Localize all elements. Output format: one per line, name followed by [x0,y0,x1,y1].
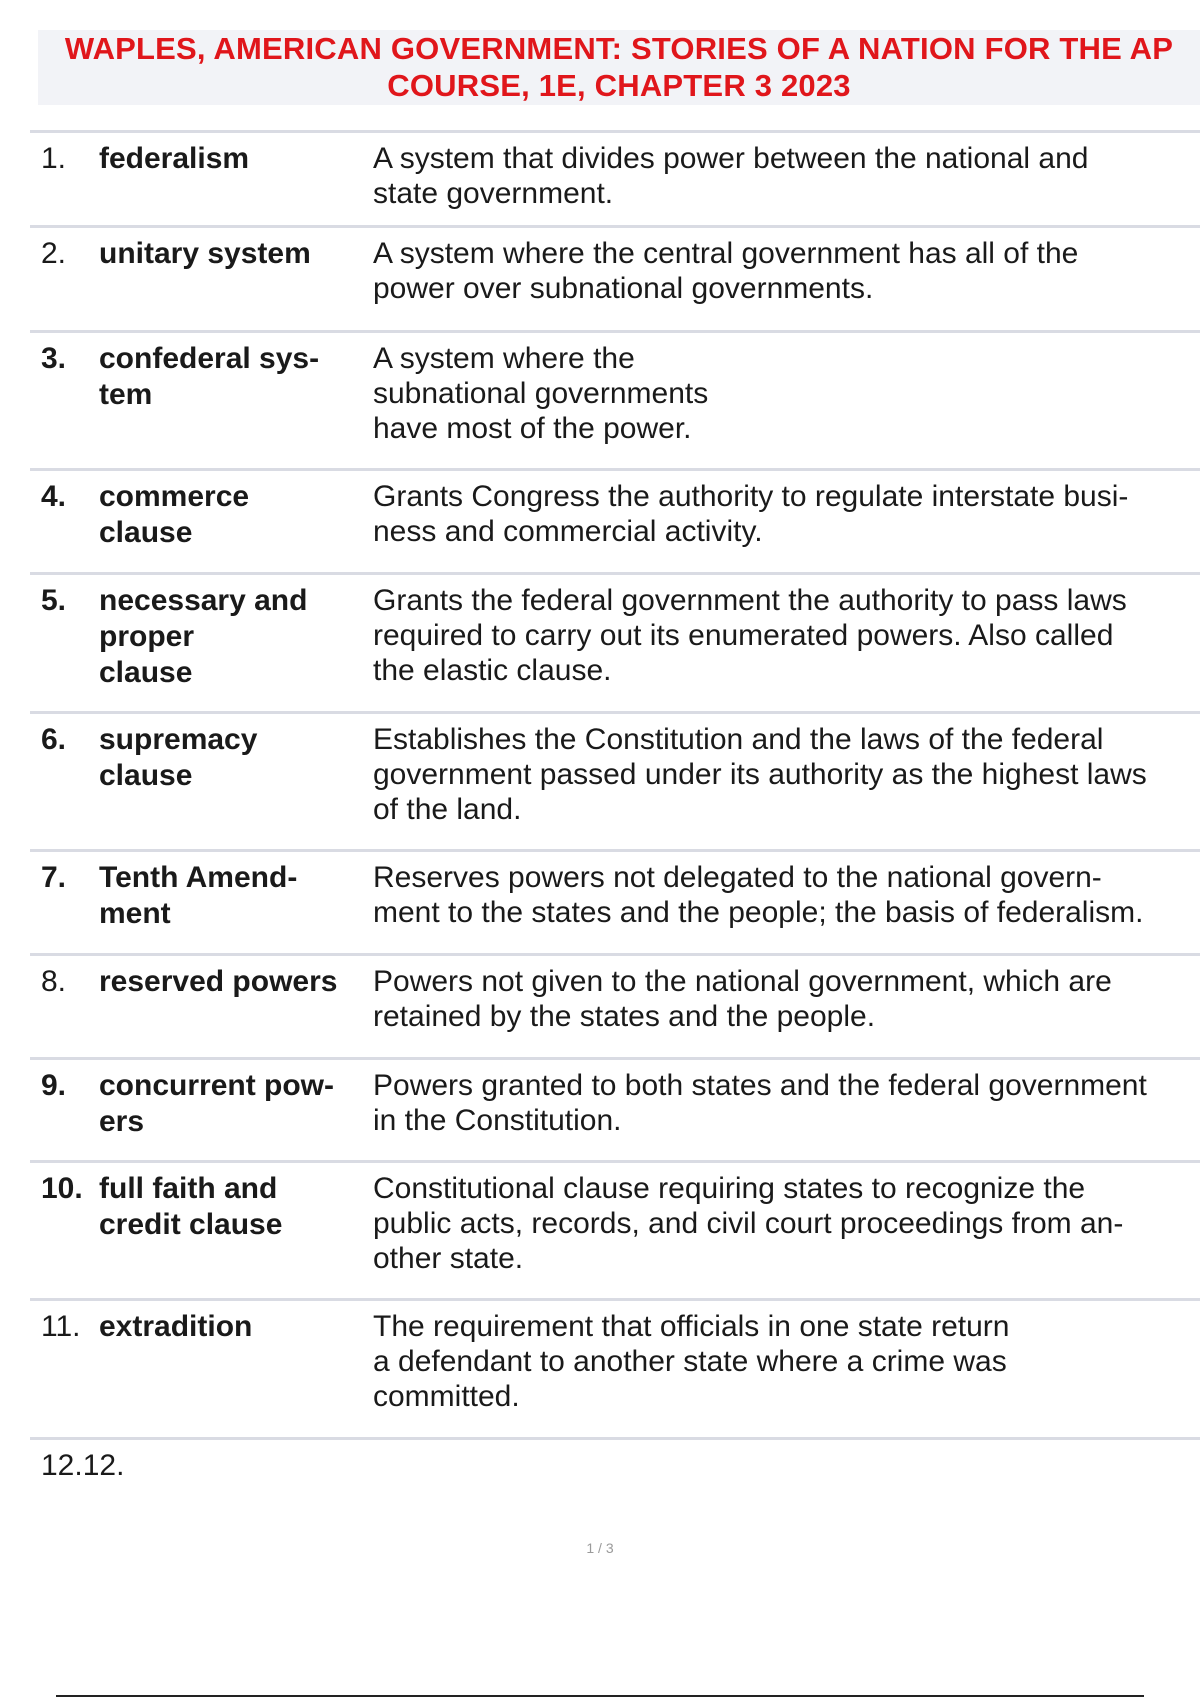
term-name: extradition [99,1310,253,1343]
term-name: full faith and credit clause [99,1172,283,1241]
term-definition: Grants Congress the authority to regulate interstate busi- ness and commercial activity. [373,480,1129,548]
term-number: 1. [41,142,67,175]
term-row [30,330,1200,468]
term-definition: A system that divides power between the national and state government. [373,142,1089,210]
title-line-1: WAPLES, AMERICAN GOVERNMENT: STORIES OF A NATION FOR THE AP [64,31,1174,66]
term-number: 12.12. [41,1449,125,1482]
term-number: 2. [41,237,67,270]
term-definition: A system where the central government has all of the power over subnational governments. [373,237,1079,305]
term-row [30,1160,1200,1298]
term-name: unitary system [99,237,311,270]
term-row [30,1057,1200,1160]
term-definition: Reserves powers not delegated to the national govern- ment to the states and the people; the basis of federalism. [373,861,1144,929]
term-number: 5. [41,584,67,617]
term-name: confederal sys- tem [99,342,320,411]
title-line-2: COURSE, 1E, CHAPTER 3 2023 [387,68,851,103]
term-name: commerce clause [99,480,250,549]
term-name: Tenth Amend- ment [99,861,298,930]
term-name: concurrent pow- ers [99,1069,335,1138]
term-number: 4. [41,480,67,513]
term-definition: Establishes the Constitution and the laws of the federal government passed under its authority as the highest laws of the land. [373,723,1147,826]
term-row [30,953,1200,1057]
document-title [38,30,1200,105]
term-row [30,468,1200,572]
term-row [30,225,1200,330]
term-number: 7. [41,861,67,894]
term-definition: Constitutional clause requiring states to recognize the public acts, records, and civil court proceedings from an- other state. [373,1172,1124,1275]
term-number: 11. [41,1310,81,1343]
term-row [30,711,1200,849]
page-indicator: 1 / 3 [586,1540,614,1556]
term-row [30,1437,1200,1510]
term-name: federalism [99,142,250,175]
term-number: 9. [41,1069,67,1102]
term-number: 3. [41,342,67,375]
term-row [30,130,1200,225]
term-row [30,1298,1200,1437]
terms-list [30,130,1200,1510]
term-name: supremacy clause [99,723,258,792]
term-definition: Powers not given to the national government, which are retained by the states and the people. [373,965,1112,1033]
term-row [30,572,1200,711]
term-definition: A system where the subnational governments have most of the power. [373,342,709,445]
term-name: reserved powers [99,965,338,998]
term-definition: Powers granted to both states and the federal government in the Constitution. [373,1069,1147,1137]
page-divider [56,1695,1144,1697]
term-definition: Grants the federal government the authority to pass laws required to carry out its enumerated powers. Also called the elastic clause. [373,584,1127,687]
term-number: 10. [41,1172,83,1205]
term-name: necessary and proper clause [99,584,308,689]
term-row [30,849,1200,953]
term-number: 8. [41,965,67,998]
term-number: 6. [41,723,67,756]
term-definition: The requirement that officials in one state return a defendant to another state where a crime was committed. [373,1310,1010,1413]
